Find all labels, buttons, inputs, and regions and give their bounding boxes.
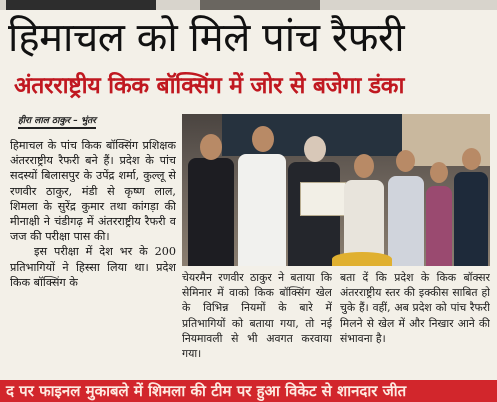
photo-head-7 [462, 148, 481, 170]
column-1-paragraph-1: हिमाचल के पांच किक बॉक्सिंग प्रशिक्षक अंतरराष्ट्रीय रैफरी बने हैं। प्रदेश के पांच सदस्यों बिलासपुर के उपेंद्र शर्मा, कुल्लू से रणवीर ठाकुर, मंडी से कृष्ण लाल, शिमला के सुरेंद्र कुमार तथा कांगड़ा की मीनाक्षी ने चंडीगढ़ में अंतरराष्ट्रीय रैफरी व जज की परीक्षा पास की। [10, 139, 176, 244]
photo-flowers [332, 252, 392, 266]
next-story-strip [0, 380, 497, 402]
column-3-paragraph: बता दें कि प्रदेश के किक बॉक्सर अंतरराष्ट्रीय स्तर की इक्कीस साबित हो चुके हैं। वहीं, अब प्रदेश को पांच रैफरी मिलने से खेल में और निखार आने की संभावना है। [340, 271, 490, 345]
photo-person-1 [188, 158, 234, 266]
photo-head-3 [304, 136, 326, 162]
article-column-3 [340, 270, 490, 370]
article-subheadline: अंतरराष्ट्रीय किक बॉक्सिंग में जोर से बजेगा डंका [14, 73, 405, 99]
photo-head-2 [252, 126, 274, 152]
photo-person-5 [388, 176, 424, 266]
photo-head-5 [396, 150, 415, 172]
photo-person-7 [454, 172, 488, 266]
article-photo [182, 114, 490, 266]
next-story-headline: द पर फाइनल मुकाबले में शिमला की टीम पर हुआ विकेट से शानदार जीत [6, 382, 407, 400]
article-byline: हीरा लाल ठाकुर – भुंतर [18, 113, 96, 129]
article-column-2 [182, 270, 332, 370]
photo-head-1 [200, 134, 222, 160]
article-column-1 [10, 138, 176, 370]
photo-person-2 [238, 154, 286, 266]
article-headline: हिमाचल को मिले पांच रैफरी [8, 15, 405, 61]
column-2-paragraph: चेयरमैन रणवीर ठाकुर ने बताया कि सेमिनार में वाको किक बॉक्सिंग खेल के विभिन्न नियमों के बारे में प्रतिभागियों को बताया गया, तो नई नियमावली से भी अवगत करवाया गया। [182, 271, 332, 361]
photo-head-6 [430, 162, 448, 183]
column-1-paragraph-2: इस परीक्षा में देश भर के 200 प्रतिभागियों ने हिस्सा लिया था। प्रदेश किक बॉक्सिंग के [10, 245, 176, 289]
photo-person-6 [426, 186, 452, 266]
photo-head-4 [354, 154, 374, 178]
photo-certificate [300, 182, 346, 216]
